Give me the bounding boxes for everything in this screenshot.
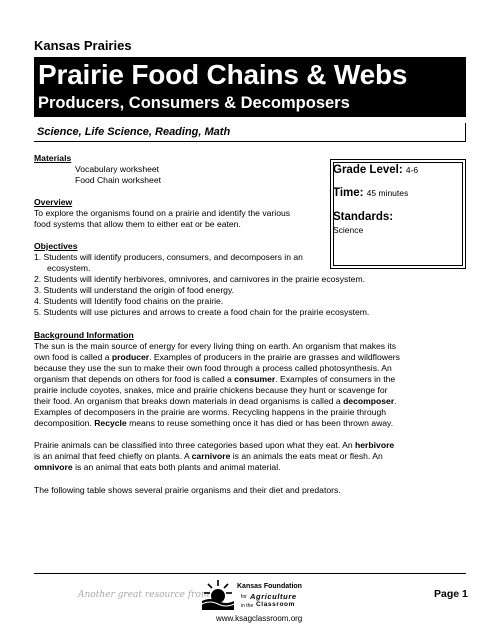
page-title: Prairie Food Chains & Webs: [38, 59, 408, 90]
objective-item: 3. Students will understand the origin of food energy.: [34, 285, 235, 295]
subjects-text: Science, Life Science, Reading, Math: [37, 126, 231, 138]
background-line: The following table shows several prairie organisms and their diet and predators.: [34, 485, 341, 495]
objective-item: 5. Students will use pictures and arrows to create a food chain for the prairie ecosystem.: [34, 307, 370, 317]
term-decomposer: decomposer: [343, 396, 395, 406]
footer-divider: [34, 573, 466, 574]
materials-item: Vocabulary worksheet: [75, 164, 160, 174]
objectives-heading: Objectives: [34, 241, 78, 251]
sun-logo-icon: [200, 576, 236, 612]
term-carnivore: carnivore: [191, 451, 231, 461]
overview-heading: Overview: [34, 197, 73, 207]
objective-item-cont: ecosystem.: [47, 263, 91, 273]
background-line: is an animal that feed chiefly on plants. A carnivore is an animals the eats meat or flesh. An: [34, 451, 383, 461]
term-omnivore: omnivore: [34, 462, 73, 472]
org-name-line2: Agriculture: [250, 592, 297, 601]
objective-item: 2. Students will identify herbivores, omnivores, and carnivores in the prairie ecosystem.: [34, 274, 366, 284]
grade-level-label: Grade Level:: [333, 164, 403, 176]
time-value: 45 minutes: [366, 188, 409, 198]
page-subtitle: Producers, Consumers & Decomposers: [38, 94, 350, 112]
background-line: organism that depends on others for food is called a consumer. Examples of consumers in the: [34, 374, 396, 384]
standards-label: Standards:: [333, 211, 394, 223]
background-line: Examples of decomposers in the prairie are worms. Recycling happens in the prairie through: [34, 407, 387, 417]
materials-item: Food Chain worksheet: [75, 175, 161, 185]
grade-level-value: 4-6: [405, 165, 419, 175]
org-name-for: for: [241, 594, 247, 600]
background-line: prairie include coyotes, snakes, mice and prairie chickens because they hunt or scavenge for: [34, 385, 388, 395]
series-label: Kansas Prairies: [34, 38, 132, 53]
standards-value: Science: [333, 225, 364, 235]
background-line: decomposition. Recycle means to reuse something once it has died or has been thrown away.: [34, 418, 394, 428]
org-name-line3: Classroom: [256, 601, 295, 608]
term-consumer: consumer: [234, 374, 276, 384]
background-line: Prairie animals can be classified into three categories based upon what they eat. An herbivore: [34, 440, 395, 450]
overview-text: food systems that allow them to either eat or be eaten.: [34, 219, 241, 229]
page-number: Page 1: [434, 588, 468, 600]
website-link[interactable]: www.ksagclassroom.org: [216, 614, 303, 623]
org-name-inthe: in the: [241, 603, 254, 609]
background-heading: Background Information: [34, 330, 134, 340]
term-producer: producer: [111, 352, 150, 362]
term-herbivore: herbivore: [355, 440, 395, 450]
background-line: own food is called a producer. Examples of producers in the prairie are grasses and wildflowers: [34, 352, 400, 362]
time-row: [333, 187, 408, 199]
background-line: because they use the sun to make their own food through a process called photosynthesis. An: [34, 363, 392, 373]
objective-item: 1. Students will identify producers, consumers, and decomposers in an: [34, 252, 303, 262]
grade-level-row: [333, 164, 418, 176]
org-name-line1: Kansas Foundation: [237, 583, 302, 590]
materials-heading: Materials: [34, 153, 72, 163]
background-line: omnivore is an animal that eats both plants and animal material.: [34, 462, 281, 472]
background-line: The sun is the main source of energy for every living thing on earth. An organism that makes its: [34, 341, 397, 351]
term-recycle: Recycle: [94, 418, 127, 428]
overview-text: To explore the organisms found on a prairie and identify the various: [34, 208, 291, 218]
time-label: Time:: [333, 187, 364, 199]
objective-item: 4. Students will Identify food chains on the prairie.: [34, 296, 224, 306]
background-line: their food. An organism that breaks down materials in dead organisms is called a decomposer.: [34, 396, 397, 406]
footer-tagline: Another great resource from: [78, 590, 210, 600]
